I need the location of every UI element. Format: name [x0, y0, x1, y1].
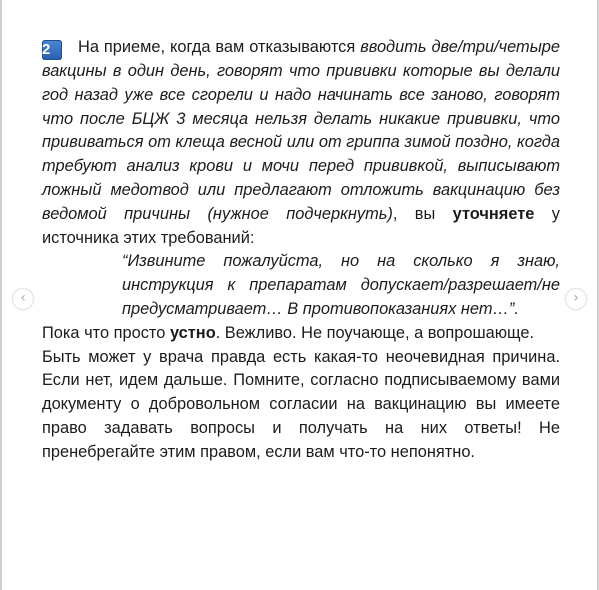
intro-lead-text: На приеме, когда вам отказываются	[78, 38, 361, 56]
slide-content	[42, 36, 560, 465]
chevron-right-icon: ›	[573, 290, 579, 306]
verbal-bold-text: устно	[169, 323, 216, 342]
intro-tail-text: у источника этих требований:	[42, 204, 561, 247]
quote-block: “Извините пожалуйста, но на сколько я знаю, инструкция к препаратам допускает/разрешает/не предусматривает… В противопоказаниях нет…”.	[122, 252, 560, 318]
carousel-next-button[interactable]	[566, 289, 586, 309]
paragraph-rights: Быть может у врача правда есть какая-то неочевидная причина. Если нет, идем дальше. Помните, согласно подписываемому вами документу о добровольном согласии на вакцинацию вы имеете право задавать вопросы и получать на них ответы! Не пренебрегайте этим правом, если вам что-то непонятно.	[42, 347, 560, 461]
intro-italic-text: вводить две/три/четыре вакцины в один день, говорят что прививки которые вы делали год назад уже все сгорели и надо начинать все заново, говорят что после БЦЖ 3 месяца нельзя делать никакие прививки, что прививаться от клеща весной или от гриппа зимой поздно, когда требуют анализ крови и мочи перед прививкой, выписывают ложный медотвод или предлагают отложить вакцинацию без ведомой причины (нужное подчеркнуть)	[42, 38, 560, 223]
intro-bold-text: уточняете	[452, 204, 535, 223]
step-number-badge: 2	[42, 40, 62, 60]
verbal-lead-text: Пока что просто	[42, 323, 170, 342]
carousel-prev-button[interactable]	[13, 289, 33, 309]
paragraph-intro	[42, 36, 560, 250]
verbal-tail-text: . Вежливо. Не поучающе, а вопрошающе.	[215, 323, 535, 342]
intro-mid-text: , вы	[392, 204, 453, 223]
paragraph-verbal	[42, 322, 560, 346]
left-edge-divider	[0, 0, 2, 590]
chevron-left-icon: ‹	[20, 290, 26, 306]
